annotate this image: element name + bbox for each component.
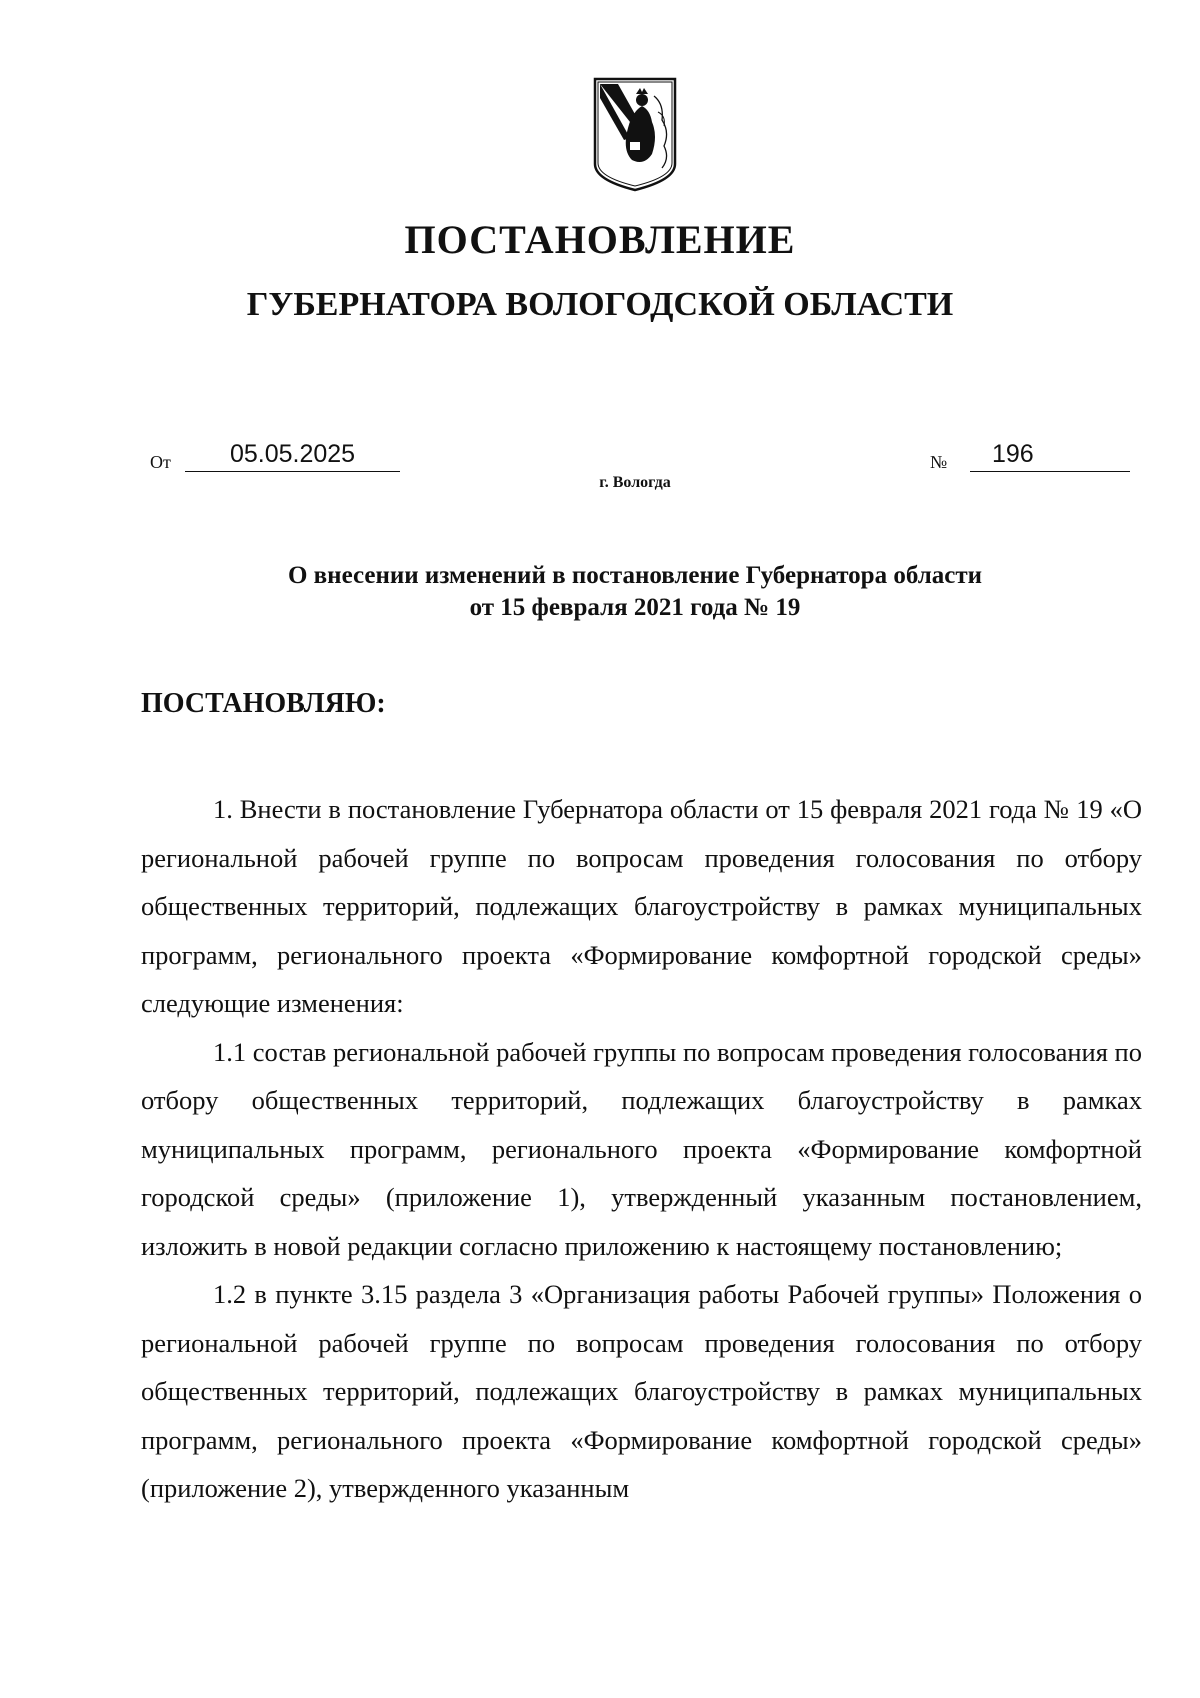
number-value: 196 <box>970 440 1130 472</box>
document-subject <box>0 560 1200 624</box>
document-body <box>141 785 1142 1513</box>
document-title: ПОСТАНОВЛЕНИЕ <box>404 217 796 262</box>
date-label: От <box>150 452 171 472</box>
paragraph-1: 1. Внести в постановление Губернатора области от 15 февраля 2021 года № 19 «О региональной рабочей группе по вопросам проведения голосования по отбору общественных территорий, подлежащих благоустройству в рамках муниципальных программ, регионального проекта «Формирование комфортной городской среды» следующие изменения: <box>141 794 1142 1018</box>
number-label: № <box>930 452 948 472</box>
decree-heading: ПОСТАНОВЛЯЮ: <box>141 688 386 719</box>
date-value: 05.05.2025 <box>185 440 400 472</box>
subject-line-1: О внесении изменений в постановление Губернатора области <box>287 562 983 589</box>
vologda-coat-of-arms-icon <box>592 76 678 194</box>
subject-line-2: от 15 февраля 2021 года № 19 <box>469 594 801 621</box>
paragraph-1-1: 1.1 состав региональной рабочей группы по вопросам проведения голосования по отбору общественных территорий, подлежащих благоустройству в рамках муниципальных программ, регионального проекта «Формирование комфортной городской среды» (приложение 1), утвержденный указанным постановлением, изложить в новой редакции согласно приложению к настоящему постановлению; <box>141 1036 1142 1261</box>
document-subtitle: ГУБЕРНАТОРА ВОЛОГОДСКОЙ ОБЛАСТИ <box>246 286 954 323</box>
paragraph-1-2: 1.2 в пункте 3.15 раздела 3 «Организация работы Рабочей группы» Положения о региональной рабочей группе по вопросам проведения голосования по отбору общественных территорий, подлежащих благоустройству в рамках муниципальных программ, регионального проекта «Формирование комфортной городской среды» (приложение 2), утвержденного указанным <box>141 1279 1142 1503</box>
city-label: г. Вологда <box>599 474 671 491</box>
